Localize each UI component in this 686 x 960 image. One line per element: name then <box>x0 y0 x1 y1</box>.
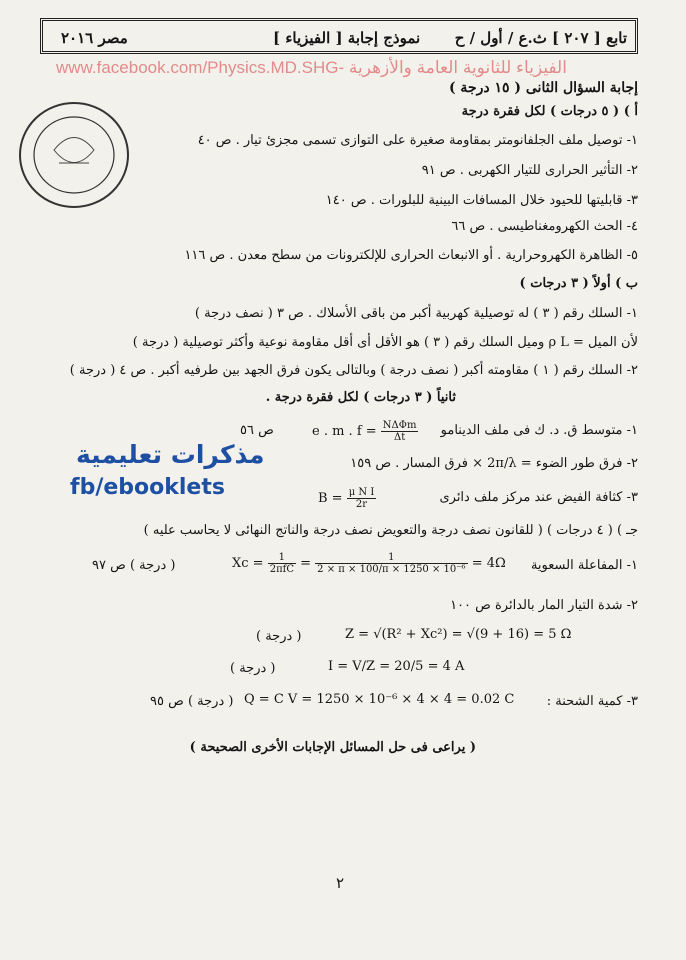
ministry-seal <box>14 95 134 215</box>
part-b-title: ب ) أولاً ( ٣ درجات ) <box>519 276 638 291</box>
emf-equation: e . m . f = $\frac{\text{NΔΦm}}{\Delta t}$ <box>312 420 417 443</box>
reactance-f2-den: 2 × π × 100/π × 1250 × 10⁻⁶ <box>317 564 466 575</box>
reactance-f2-num: 1 <box>315 552 467 564</box>
flux-density-equation: B = $\frac{\text{μ N I}}{2r}$ <box>318 487 375 510</box>
header-box <box>40 18 638 54</box>
part-a-title: أ ) ( ٥ درجات ) لكل فقرة درجة <box>461 104 638 119</box>
current-equation: I = V/Z = 20/5 = 4 A <box>328 659 465 674</box>
reactance-f1-num: 1 <box>268 552 296 564</box>
c2-mark: ( درجة ) <box>256 629 302 644</box>
c2-text: ٢- شدة التيار المار بالدائرة ص ١٠٠ <box>450 598 638 613</box>
reactance-equation: Xc = $\frac{1}{\text{2πfC}}$ = $\frac{1}{\text{2 × π × 100/π × 1250 × 10⁻⁶}}$ = 4Ω <box>232 552 506 575</box>
second-1-text: ١- متوسط ق. د. ك فى ملف الدينامو <box>440 423 638 438</box>
page-number: ٢ <box>336 874 345 892</box>
second-3-text: ٣- كثافة الفيض عند مركز ملف دائرى <box>439 490 638 505</box>
charge-equation: Q = C V = 1250 × 10⁻⁶ × 4 × 4 = 0.02 C <box>244 692 515 707</box>
part-a-item-5: ٥- الظاهرة الكهروحرارية . أو الانبعاث الحرارى للإلكترونات من سطح معدن . ص ١١٦ <box>184 248 638 263</box>
second-2-text: ٢- فرق طور الضوء = 2π/λ × فرق المسار . ص ١٥٩ <box>350 456 638 471</box>
c1-ref: ( درجة ) ص ٩٧ <box>92 558 176 573</box>
second-1-ref: ص ٥٦ <box>240 423 274 438</box>
note: ( يراعى فى حل المسائل الإجابات الأخرى الصحيحة ) <box>189 740 476 755</box>
emf-numerator: NΔΦm <box>382 420 417 431</box>
part-b-line-1: ١- السلك رقم ( ٣ ) له توصيلية كهربية أكبر من باقى الأسلاك . ص ٣ ( نصف درجة ) <box>194 306 638 321</box>
part-c-title: جـ ) ( ٤ درجات ) ( للقانون نصف درجة والتعويض نصف درجة والناتج النهائى لا يحاسب عليه ) <box>143 523 638 538</box>
part-a-item-4: ٤- الحث الكهرومغناطيسى . ص ٦٦ <box>451 219 638 234</box>
c4-ref: ( درجة ) ص ٩٥ <box>150 694 234 709</box>
part-a-item-3: ٣- قابليتها للحيود خلال المسافات البينية للبلورات . ص ١٤٠ <box>325 193 638 208</box>
emf-denominator: Δt <box>394 432 406 443</box>
impedance-equation: Z = √(R² + Xc²) = √(9 + 16) = 5 Ω <box>345 627 572 642</box>
seal-text <box>16 218 39 219</box>
promo-link: fb/ebooklets <box>70 475 225 500</box>
flux-numerator: μ N I <box>348 487 375 498</box>
reactance-result: = 4Ω <box>471 556 506 571</box>
promo-arabic: مذكرات تعليمية <box>76 440 265 469</box>
part-b-line-3: ٢- السلك رقم ( ١ ) مقاومته أكبر ( نصف درجة ) وبالتالى يكون فرق الجهد بين طرفيه أكبر . ص ٤ ( درجة ) <box>69 363 638 378</box>
part-b-second-title: ثانياً ( ٣ درجات ) لكل فقرة درجة . <box>265 390 456 405</box>
c4-text: ٣- كمية الشحنة : <box>546 694 638 709</box>
reactance-f1-den: 2πfC <box>269 564 294 575</box>
part-b-line-2: لأن الميل = ρ L وميل السلك رقم ( ٣ ) هو الأقل أى أقل مقاومة نوعية وأكثر توصيلية ( درجة ) <box>132 335 638 350</box>
c1-text: ١- المفاعلة السعوية <box>530 558 638 573</box>
watermark: www.facebook.com/Physics.MD.SHG- الفيزياء للثانوية العامة والأزهرية <box>56 58 567 77</box>
flux-denominator: 2r <box>355 499 368 510</box>
header-left: تابع [ ٢٠٧ ] ث.ع / أول / ح <box>454 29 627 47</box>
part-a-item-2: ٢- التأثير الحرارى للتيار الكهربى . ص ٩١ <box>421 163 638 178</box>
flux-equation-text <box>0 0 9 1</box>
reactance-lhs: Xc = <box>232 556 264 571</box>
part-a-item-1: ١- توصيل ملف الجلفانومتر بمقاومة صغيرة على التوازى تسمى مجزئ تيار . ص ٤٠ <box>197 133 638 148</box>
question-title: إجابة السؤال الثانى ( ١٥ درجة ) <box>448 80 638 96</box>
header-right: مصر ٢٠١٦ <box>61 29 128 47</box>
header-center: نموذج إجابة [ الفيزياء ] <box>273 29 421 47</box>
c3-mark: ( درجة ) <box>230 661 276 676</box>
